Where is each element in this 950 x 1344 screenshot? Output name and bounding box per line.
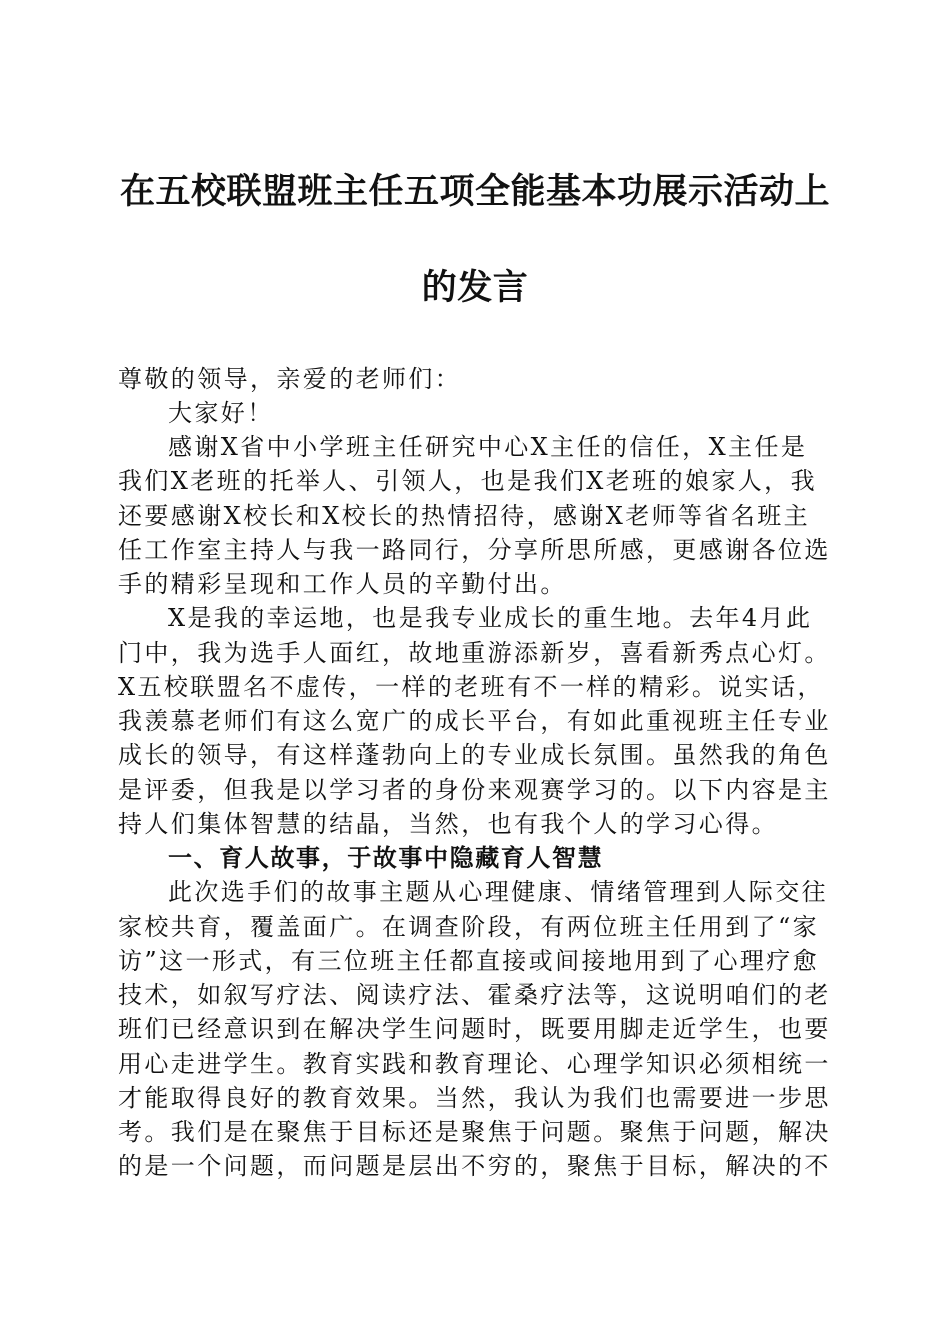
document-title-line-2: 的发言 xyxy=(421,267,529,308)
paragraph-line: 考。我们是在聚焦于目标还是聚焦于问题。聚焦于问题，解决 xyxy=(118,1118,831,1146)
paragraph-line: 手的精彩呈现和工作人员的辛勤付出。 xyxy=(118,570,567,598)
document-title-line-1: 在五校联盟班主任五项全能基本功展示活动上 xyxy=(119,171,830,212)
paragraph-line: 此次选手们的故事主题从心理健康、情绪管理到人际交往 xyxy=(168,878,828,906)
paragraph-line: 的是一个问题，而问题是层出不穷的，聚焦于目标，解决的不 xyxy=(118,1152,831,1180)
paragraph-line: 感谢X省中小学班主任研究中心X主任的信任，X主任是 xyxy=(168,433,808,461)
paragraph-line: 是评委，但我是以学习者的身份来观赛学习的。以下内容是主 xyxy=(118,776,831,804)
paragraph-line: 还要感谢X校长和X校长的热情招待，感谢X老师等省名班主 xyxy=(118,502,811,530)
paragraph-line: 持人们集体智慧的结晶，当然，也有我个人的学习心得。 xyxy=(118,810,778,838)
paragraph-line: 我羡慕老师们有这么宽广的成长平台，有如此重视班主任专业 xyxy=(118,707,831,735)
paragraph-line: X五校联盟名不虚传，一样的老班有不一样的精彩。说实话， xyxy=(118,673,824,701)
salutation: 尊敬的领导，亲爱的老师们： xyxy=(118,365,462,393)
paragraph-line: 我们X老班的托举人、引领人，也是我们X老班的娘家人，我 xyxy=(118,467,817,495)
paragraph-line: 技术，如叙写疗法、阅读疗法、霍桑疗法等，这说明咱们的老 xyxy=(118,981,831,1009)
paragraph-line: 门中，我为选手人面红，故地重游添新岁，喜看新秀点心灯。 xyxy=(118,639,831,667)
paragraph-line: 班们已经意识到在解决学生问题时，既要用脚走近学生，也要 xyxy=(118,1015,831,1043)
paragraph-line: 才能取得良好的教育效果。当然，我认为我们也需要进一步思 xyxy=(118,1084,831,1112)
paragraph-line: 家校共育，覆盖面广。在调查阶段，有两位班主任用到了“家 xyxy=(118,913,820,941)
paragraph-line: 访”这一形式，有三位班主任都直接或间接地用到了心理疗愈 xyxy=(118,947,820,975)
greeting: 大家好！ xyxy=(168,399,274,427)
paragraph-line: X是我的幸运地，也是我专业成长的重生地。去年4月此 xyxy=(168,604,813,632)
paragraph-line: 成长的领导，有这样蓬勃向上的专业成长氛围。虽然我的角色 xyxy=(118,741,831,769)
paragraph-line: 用心走进学生。教育实践和教育理论、心理学知识必须相统一 xyxy=(118,1050,831,1078)
paragraph-line: 任工作室主持人与我一路同行，分享所思所感，更感谢各位选 xyxy=(118,536,831,564)
section-heading: 一、育人故事，于故事中隐藏育人智慧 xyxy=(168,844,604,872)
